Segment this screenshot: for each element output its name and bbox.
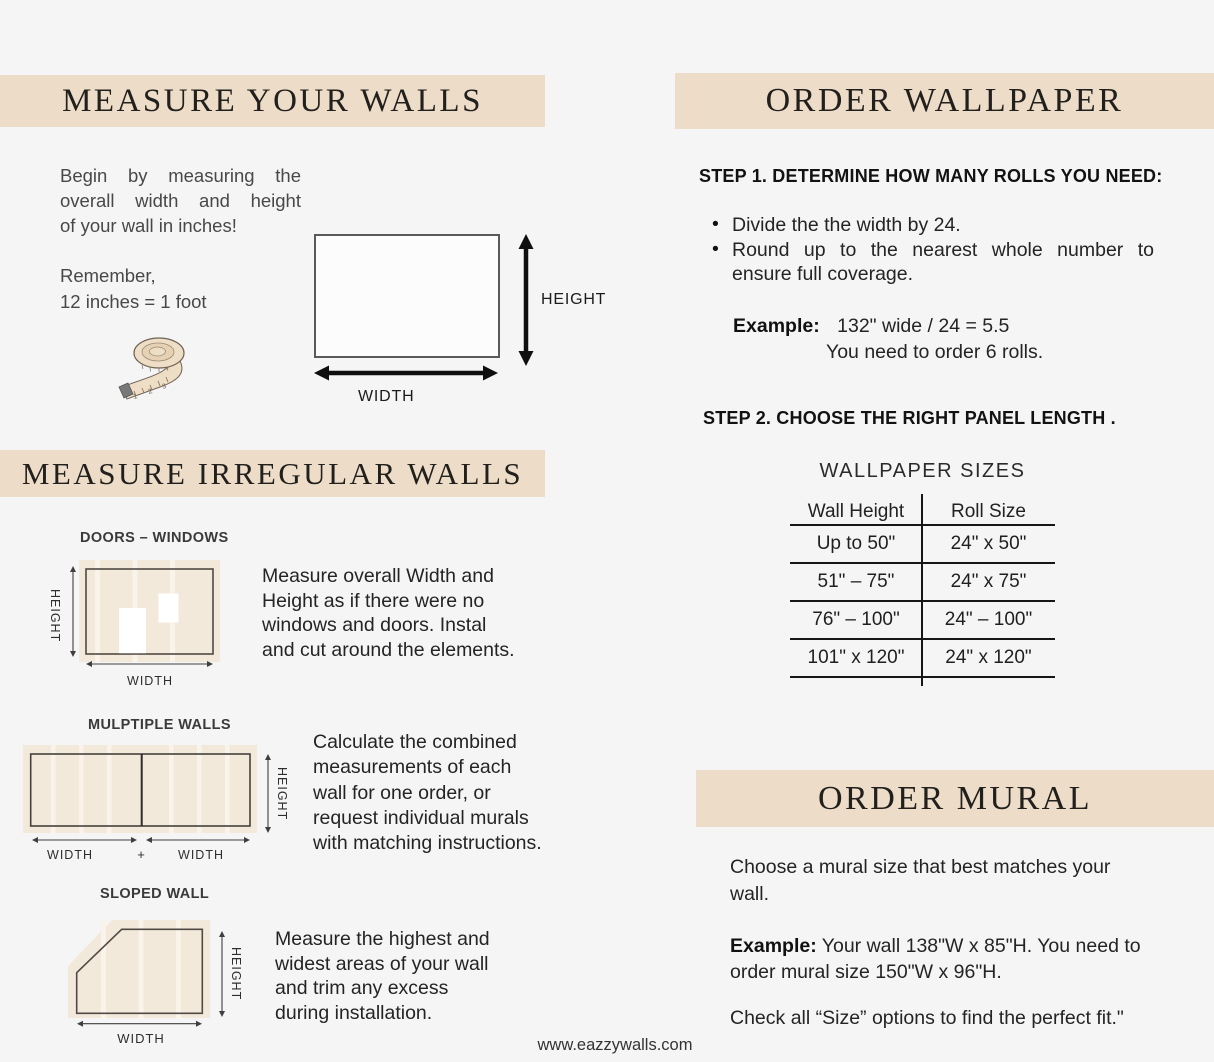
text-line: with matching instructions. — [313, 832, 542, 855]
bullet-text: Divide the the width by 24. — [732, 214, 961, 236]
intro-paragraph — [60, 163, 301, 238]
height-label: HEIGHT — [229, 947, 243, 1001]
text-line: Height as if there were no — [262, 589, 485, 612]
text-line: windows and doors. Instal — [262, 614, 487, 636]
bullet-icon: • — [712, 237, 719, 260]
section-title: MEASURE IRREGULAR WALLS — [21, 455, 524, 491]
section-header-measure-irregular-walls — [0, 450, 545, 497]
mural-closing-line: Check all “Size” options to find the perfect fit." — [730, 1007, 1124, 1029]
height-arrow — [515, 234, 537, 366]
svg-text:3: 3 — [161, 382, 168, 391]
doors-windows-diagram — [40, 556, 235, 696]
section-header-order-mural — [696, 770, 1214, 827]
section-title: MEASURE YOUR WALLS — [62, 82, 483, 119]
footer-url: www.eazzywalls.com — [537, 1036, 693, 1054]
bullet-item — [712, 213, 1154, 238]
text-line: Measure overall Width and — [262, 565, 494, 587]
height-label: HEIGHT — [541, 291, 607, 308]
text-line: Measure the highest and — [275, 928, 490, 950]
intro-line: overall width and height — [60, 190, 301, 211]
width-label: WIDTH — [47, 848, 93, 862]
wall-height-cell: Up to 50" — [816, 533, 896, 554]
text-line: wall for one order, or — [313, 781, 491, 804]
text-line: and cut around the elements. — [262, 638, 515, 661]
text-line: Choose a mural size that best matches your — [730, 856, 1111, 878]
width-label: WIDTH — [127, 674, 173, 688]
bullet-item — [712, 238, 1154, 287]
text-line: order mural size 150"W x 96"H. — [730, 961, 1002, 983]
remember-line: 12 inches = 1 foot — [60, 291, 207, 312]
remember-note — [60, 263, 207, 315]
width-label: WIDTH — [358, 388, 415, 405]
table-title: WALLPAPER SIZES — [819, 460, 1026, 482]
multiple-walls-text — [313, 730, 542, 856]
plus-sign: + — [137, 847, 145, 862]
text-line: widest areas of your wall — [275, 952, 489, 975]
roll-size-cell: 24" x 50" — [950, 533, 1027, 554]
step2-heading: STEP 2. CHOOSE THE RIGHT PANEL LENGTH . — [703, 408, 1116, 428]
text-line: measurements of each — [313, 756, 512, 779]
text-line: request individual murals — [313, 806, 529, 829]
text-line: Round up to the nearest whole number to — [732, 238, 1154, 261]
section-title: ORDER WALLPAPER — [765, 82, 1124, 119]
width-arrow — [314, 362, 498, 384]
column-header: Wall Height — [807, 501, 905, 522]
wall-rectangle — [314, 234, 500, 358]
window-cutout — [159, 594, 179, 623]
text-line: Calculate the combined — [313, 731, 517, 753]
multiple-walls-diagram — [15, 740, 305, 868]
step1-example — [733, 314, 1009, 339]
roll-size-cell: 24" x 75" — [950, 571, 1027, 592]
step1-bullets — [712, 213, 1154, 287]
sloped-wall-diagram — [40, 900, 290, 1050]
example-label: Example: — [730, 935, 817, 957]
doors-windows-label: DOORS – WINDOWS — [80, 530, 229, 546]
width-label: WIDTH — [178, 848, 224, 862]
text-line: and trim any excess — [275, 977, 449, 999]
sloped-wall-text — [275, 927, 490, 1025]
text-line: ensure full coverage. — [732, 263, 914, 285]
column-header: Roll Size — [951, 501, 1026, 522]
text-line: wall. — [730, 883, 770, 905]
wallpaper-sizes-table — [790, 500, 1055, 678]
text-line: during installation. — [275, 1001, 433, 1024]
tape-measure-icon — [112, 331, 204, 407]
width-label: WIDTH — [117, 1031, 165, 1046]
wall-height-cell: 76" – 100" — [812, 609, 900, 630]
multiple-walls-label: MULPTIPLE WALLS — [88, 717, 231, 733]
remember-line: Remember, — [60, 265, 156, 286]
intro-line: Begin by measuring the — [60, 165, 301, 186]
svg-text:1: 1 — [132, 393, 139, 401]
svg-text:2: 2 — [147, 388, 154, 396]
section-header-measure-your-walls — [0, 75, 545, 127]
doors-windows-text — [262, 564, 515, 662]
example-label: Example: — [733, 315, 820, 337]
bullet-text — [732, 238, 1154, 287]
table-divider — [921, 494, 923, 686]
text-line — [730, 933, 1141, 959]
step1-example-line2: You need to order 6 rolls. — [826, 341, 1044, 363]
section-title: ORDER MURAL — [817, 779, 1093, 817]
door-cutout — [119, 608, 146, 653]
roll-size-cell: 24" x 120" — [945, 647, 1032, 668]
roll-size-cell: 24" – 100" — [944, 609, 1033, 630]
wall-height-cell: 51" – 75" — [817, 571, 895, 592]
step1-heading: STEP 1. DETERMINE HOW MANY ROLLS YOU NEED: — [699, 166, 1163, 186]
mural-text — [730, 854, 1110, 908]
example-text: Your wall 138"W x 85"H. You need to — [816, 935, 1141, 957]
sloped-wall-label: SLOPED WALL — [100, 886, 210, 902]
wall-height-cell: 101" x 120" — [807, 647, 905, 668]
section-header-order-wallpaper — [675, 73, 1214, 129]
height-label: HEIGHT — [48, 589, 62, 643]
mural-example — [730, 933, 1141, 985]
example-value: 132" wide / 24 = 5.5 — [837, 315, 1010, 337]
intro-line: of your wall in inches! — [60, 215, 237, 236]
bullet-icon: • — [712, 213, 719, 235]
height-label: HEIGHT — [275, 767, 289, 821]
